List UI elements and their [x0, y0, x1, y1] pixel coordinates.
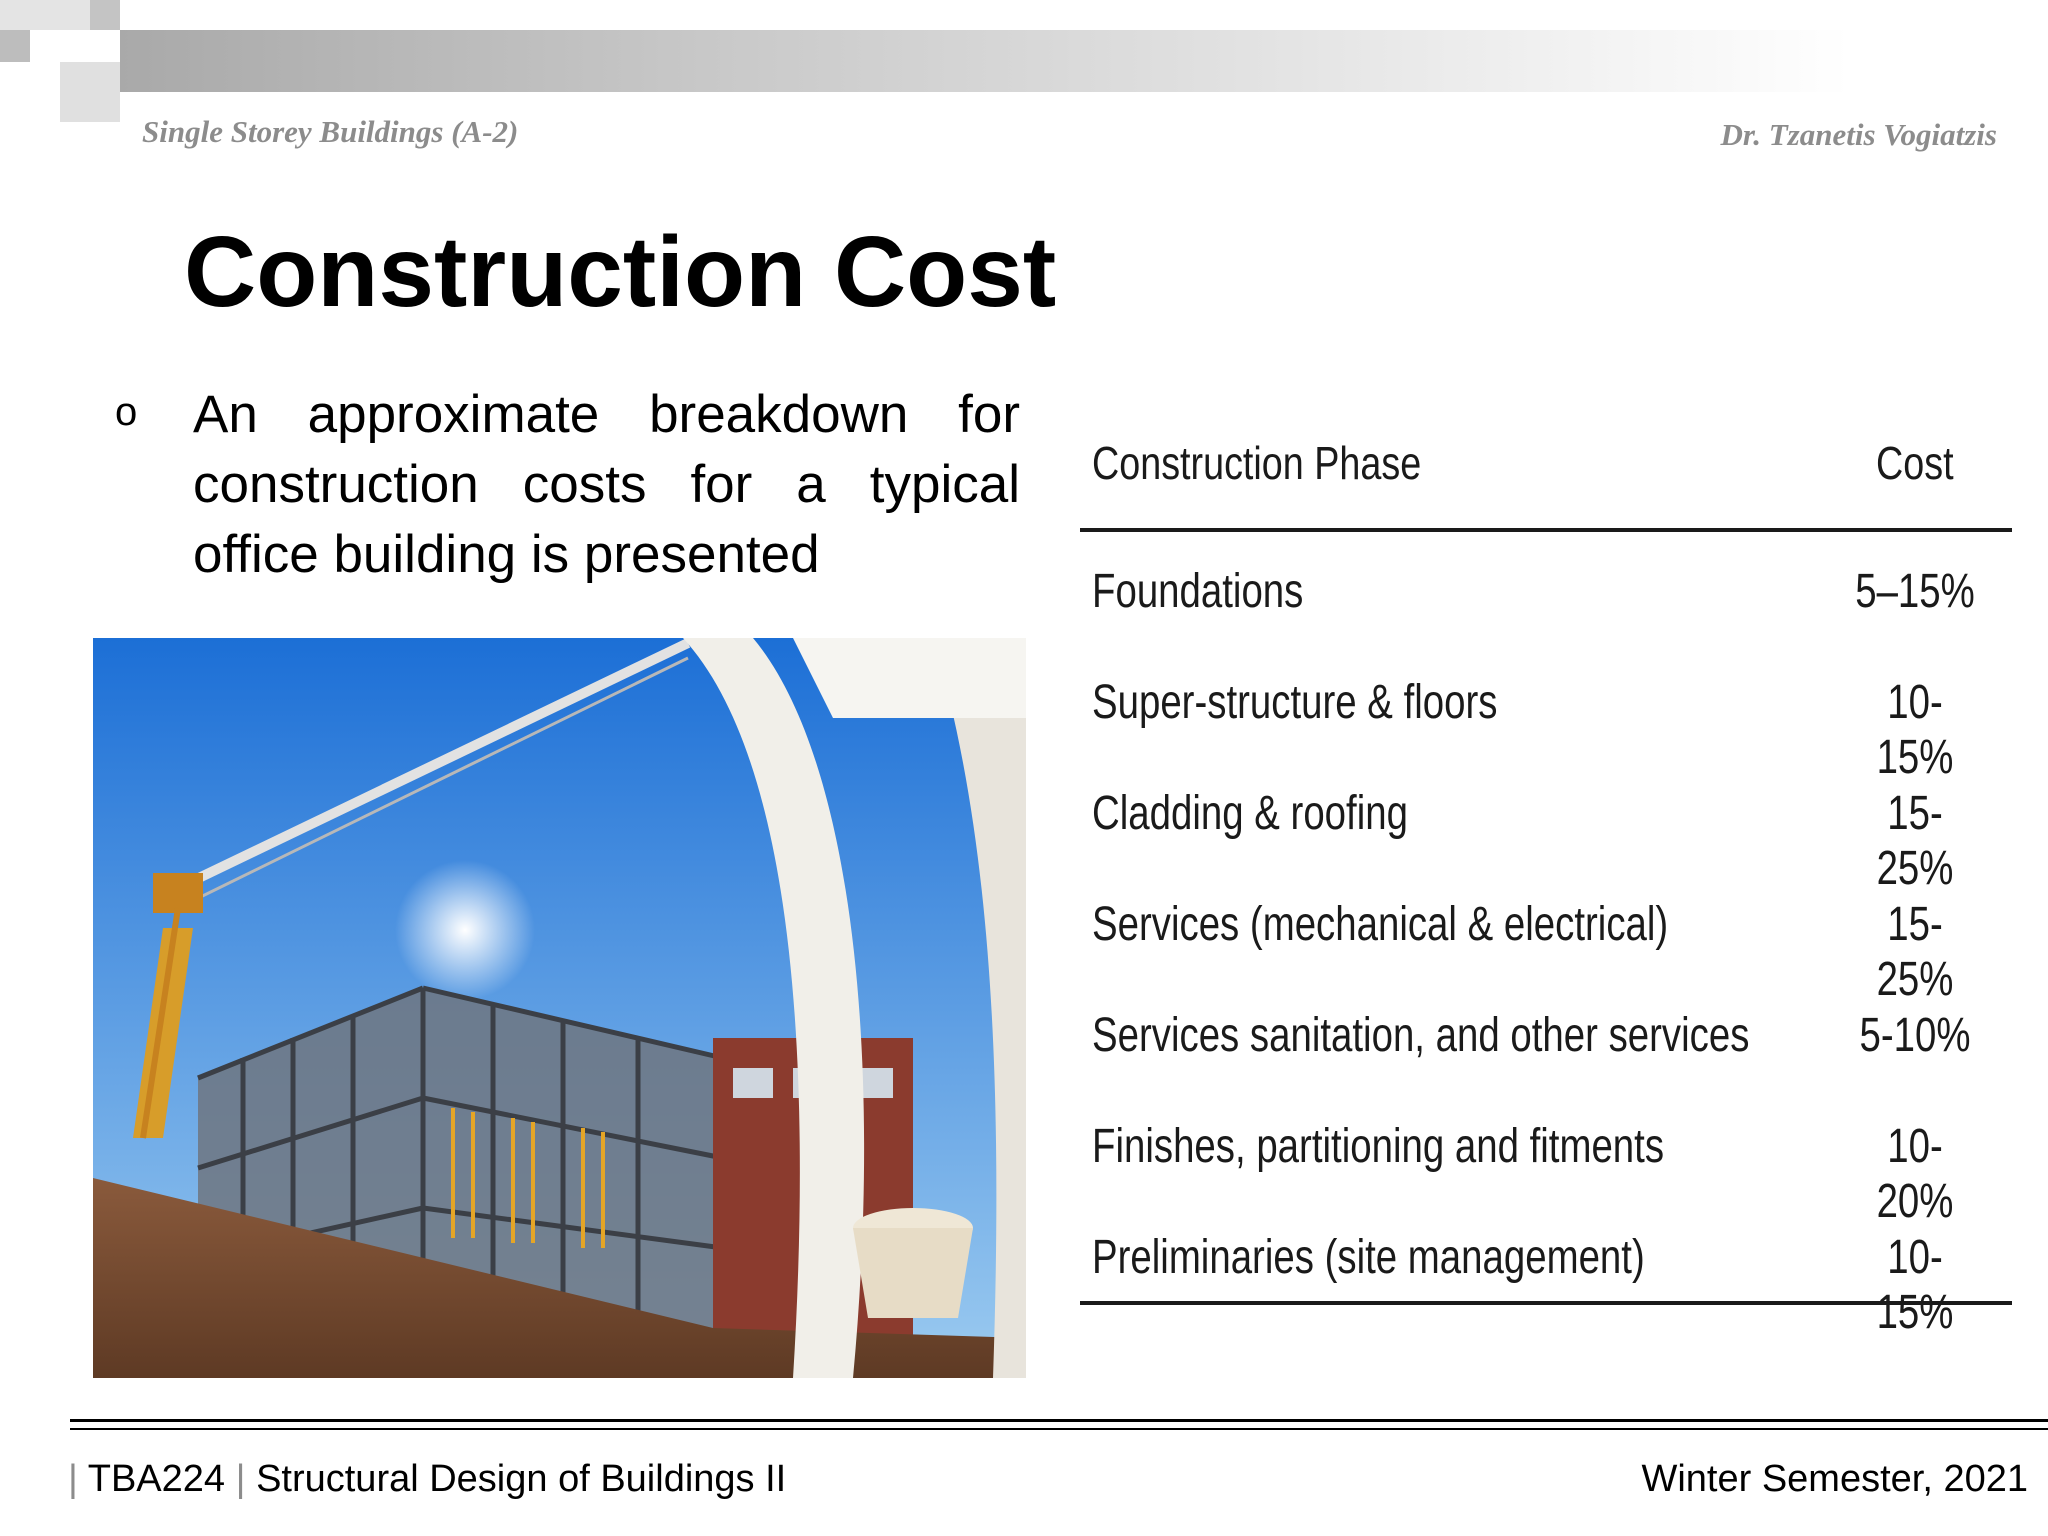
phase-cell: Services (mechanical & electrical): [1092, 898, 1669, 951]
cost-breakdown-table: [1080, 416, 2012, 1339]
table-row: [1080, 754, 2012, 895]
slide-title: Construction Cost: [184, 216, 1057, 328]
phase-cell: Finishes, partitioning and fitments: [1092, 1120, 1665, 1173]
header-decoration: [0, 0, 2048, 130]
bullet-marker: o: [115, 390, 138, 434]
footer-semester: Winter Semester, 2021: [1641, 1458, 2028, 1500]
footer-separator: |: [68, 1458, 78, 1500]
footer-course-name: Structural Design of Buildings II: [256, 1458, 787, 1500]
cost-cell: 10-15%: [1876, 676, 1954, 784]
header-construction-phase: Construction Phase: [1092, 437, 1422, 489]
table-row: [1080, 1087, 2012, 1228]
cost-cell: 15-25%: [1876, 898, 1954, 1006]
footer-rule-thin: [70, 1428, 2048, 1430]
table-row: [1080, 865, 2012, 1006]
table-row: [1080, 532, 2012, 643]
phase-cell: Foundations: [1092, 565, 1304, 618]
cost-cell: 10-15%: [1876, 1231, 1954, 1339]
header-author: Dr. Tzanetis Vogiatzis: [1720, 117, 1997, 152]
cost-cell: 10-20%: [1876, 1120, 1954, 1228]
footer-separator: |: [235, 1458, 246, 1500]
bullet-text: An approximate breakdown for construction costs for a typical office building is presented: [193, 385, 1020, 584]
bullet-point: [115, 380, 1020, 590]
construction-site-photo: [93, 638, 1026, 1378]
footer-course: [68, 1458, 786, 1501]
cost-cell: 5-10%: [1859, 1009, 1971, 1062]
footer-rule: [70, 1419, 2048, 1422]
table-row: [1080, 976, 2012, 1087]
cost-cell: 15-25%: [1876, 787, 1954, 895]
table-row: [1080, 1198, 2012, 1339]
phase-cell: Services sanitation, and other services: [1092, 1009, 1750, 1062]
phase-cell: Super-structure & floors: [1092, 676, 1498, 729]
phase-cell: Preliminaries (site management): [1092, 1231, 1645, 1284]
header-course-topic: Single Storey Buildings (A-2): [142, 114, 519, 149]
header-cost: Cost: [1876, 437, 1954, 489]
table-row: [1080, 643, 2012, 784]
table-header-row: [1080, 416, 2012, 532]
cost-cell: 5–15%: [1855, 565, 1975, 618]
footer-course-code: TBA224: [87, 1458, 226, 1500]
phase-cell: Cladding & roofing: [1092, 787, 1408, 840]
